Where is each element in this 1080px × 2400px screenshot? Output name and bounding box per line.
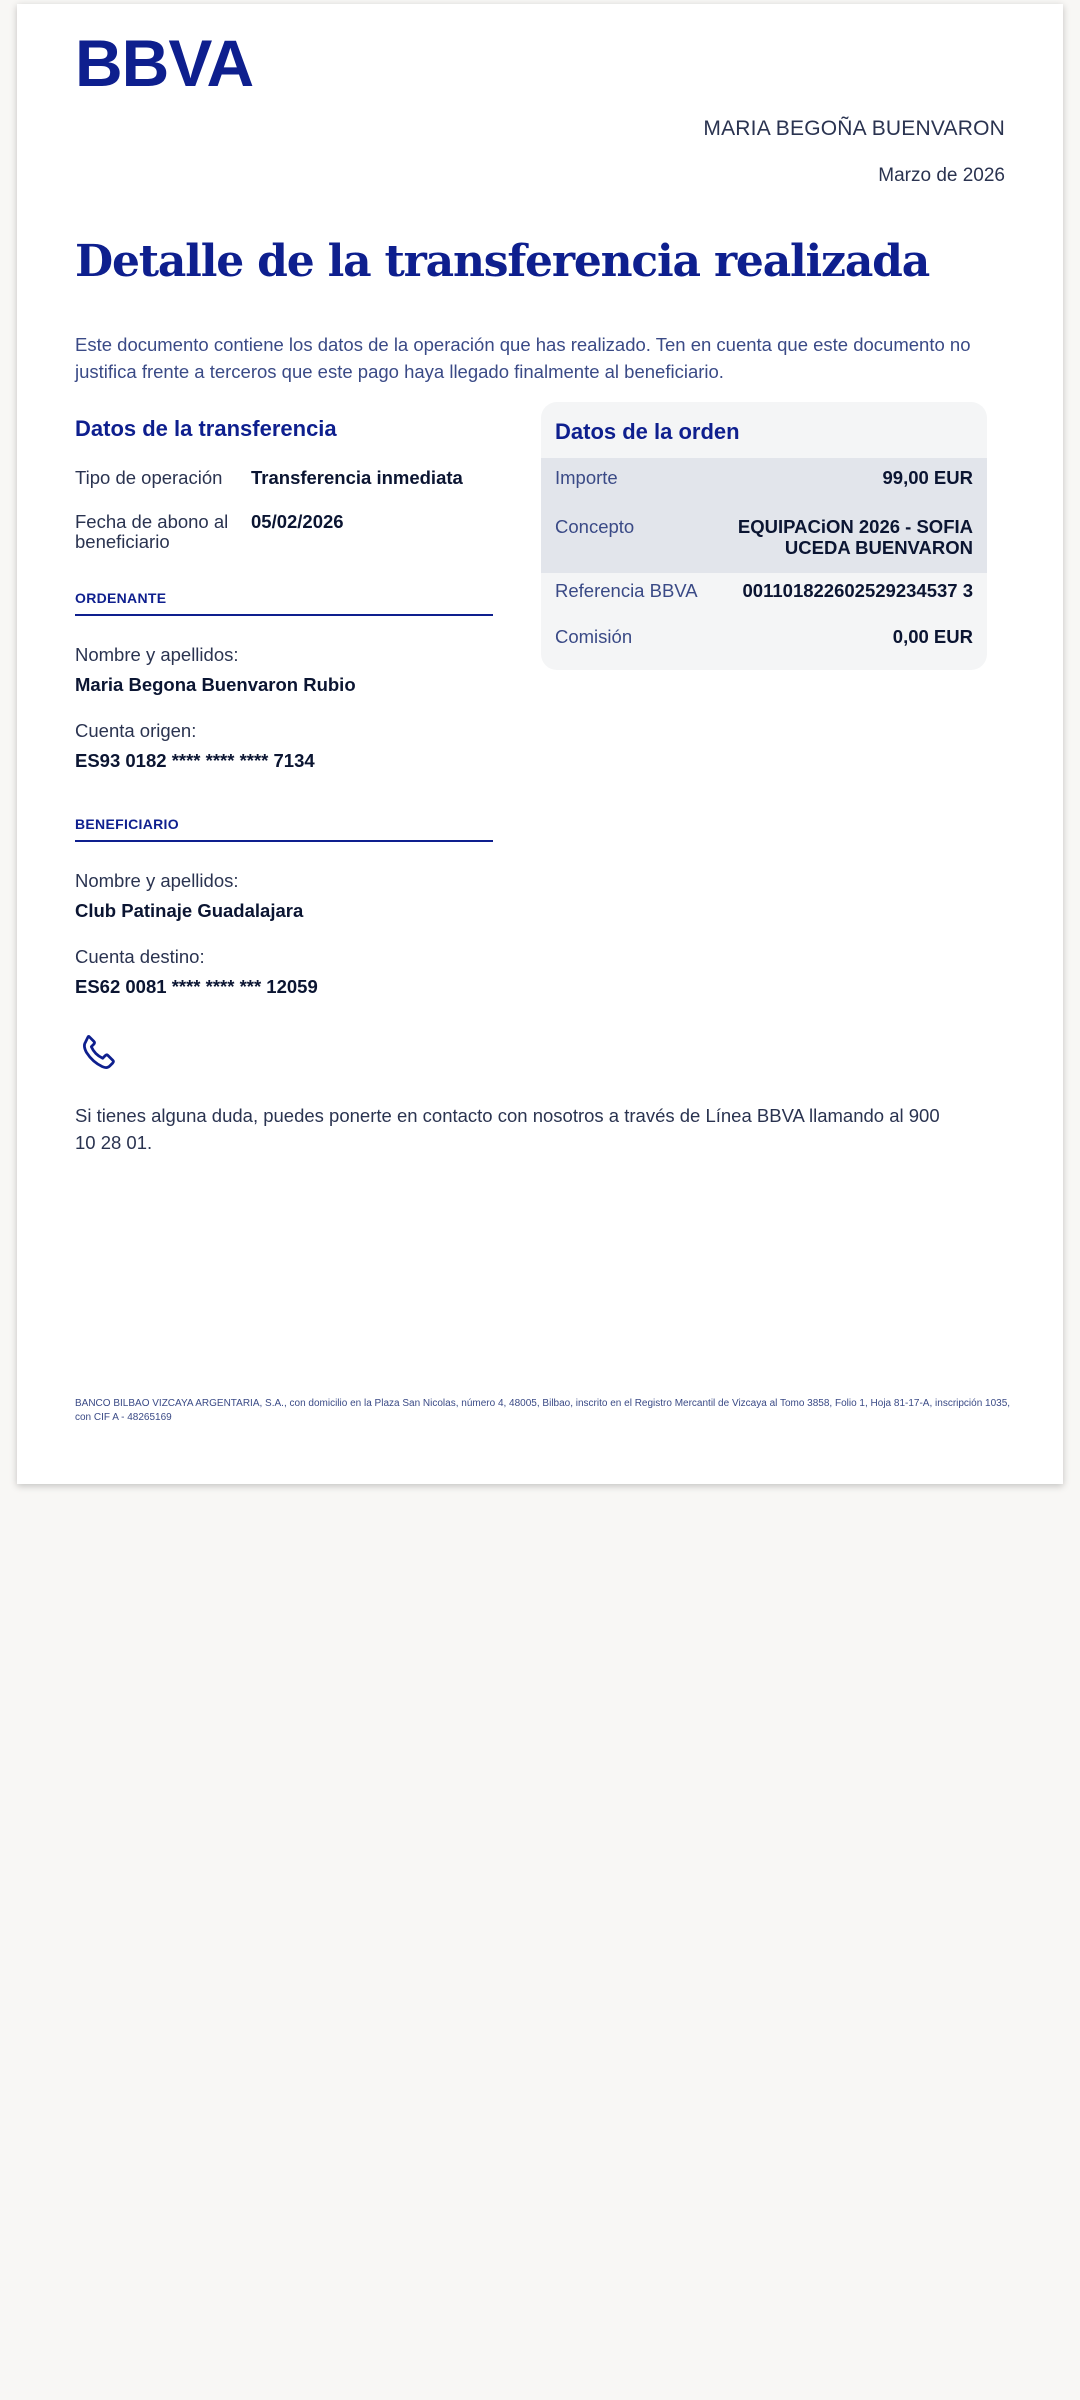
fee-label: Comisión [555, 626, 633, 647]
credit-date-label: Fecha de abono al beneficiario [75, 511, 229, 552]
reference-row [541, 573, 987, 619]
source-account-label: Cuenta origen: [75, 720, 197, 741]
document-page [17, 4, 1063, 1484]
bbva-logo-text: BBVA [75, 32, 253, 92]
legal-footer: BANCO BILBAO VIZCAYA ARGENTARIA, S.A., con domicilio en la Plaza San Nicolas, número 4, 48005, Bilbao, inscrito en el Registro Mercantil de Vizcaya al Tomo 3858, Folio 1, Hoja 81-17-A, inscripción 1035, con CIF A - 48265169 [75, 1398, 1011, 1423]
source-account-value: ES93 0182 **** **** **** 7134 [75, 750, 315, 771]
ordenante-name-label: Nombre y apellidos: [75, 644, 239, 665]
ordenante-name-value: Maria Begona Buenvaron Rubio [75, 674, 356, 695]
credit-date-value: 05/02/2026 [251, 511, 344, 532]
order-details-card [541, 402, 987, 670]
operation-type-value: Transferencia inmediata [251, 467, 463, 488]
order-section-title: Datos de la orden [555, 419, 740, 444]
amount-row [541, 458, 987, 499]
transfer-section-title: Datos de la transferencia [75, 416, 337, 441]
concept-row [541, 499, 987, 573]
amount-value: 99,00 EUR [882, 467, 973, 488]
reference-value: 001101822602529234537 3 [742, 580, 973, 601]
beneficiario-heading: BENEFICIARIO [75, 816, 493, 842]
concept-label: Concepto [555, 516, 635, 537]
bbva-logo [75, 32, 253, 92]
fee-row [541, 619, 987, 665]
destination-account-label: Cuenta destino: [75, 946, 205, 967]
contact-text: Si tienes alguna duda, puedes ponerte en contacto con nosotros a través de Línea BBVA llamando al 900 10 28 01. [75, 1105, 940, 1153]
operation-type-label: Tipo de operación [75, 467, 223, 488]
page-title: Detalle de la transferencia realizada [75, 236, 930, 287]
beneficiario-name-label: Nombre y apellidos: [75, 870, 239, 891]
document-date: Marzo de 2026 [878, 165, 1005, 186]
reference-label: Referencia BBVA [555, 580, 698, 601]
intro-text: Este documento contiene los datos de la operación que has realizado. Ten en cuenta que este documento no justifica frente a terceros que este pago haya llegado finalmente al beneficiario. [75, 334, 971, 382]
phone-icon [77, 1032, 121, 1076]
ordenante-heading: ORDENANTE [75, 590, 493, 616]
destination-account-value: ES62 0081 **** **** *** 12059 [75, 976, 318, 997]
credit-date-row [75, 512, 493, 552]
operation-type-row [75, 468, 493, 488]
fee-value: 0,00 EUR [892, 626, 973, 647]
concept-value: EQUIPACiON 2026 - SOFIA UCEDA BUENVARON [737, 516, 973, 558]
amount-label: Importe [555, 467, 618, 488]
beneficiario-name-value: Club Patinaje Guadalajara [75, 900, 304, 921]
account-holder-name: MARIA BEGOÑA BUENVARON [703, 117, 1005, 140]
transfer-details [75, 416, 493, 998]
